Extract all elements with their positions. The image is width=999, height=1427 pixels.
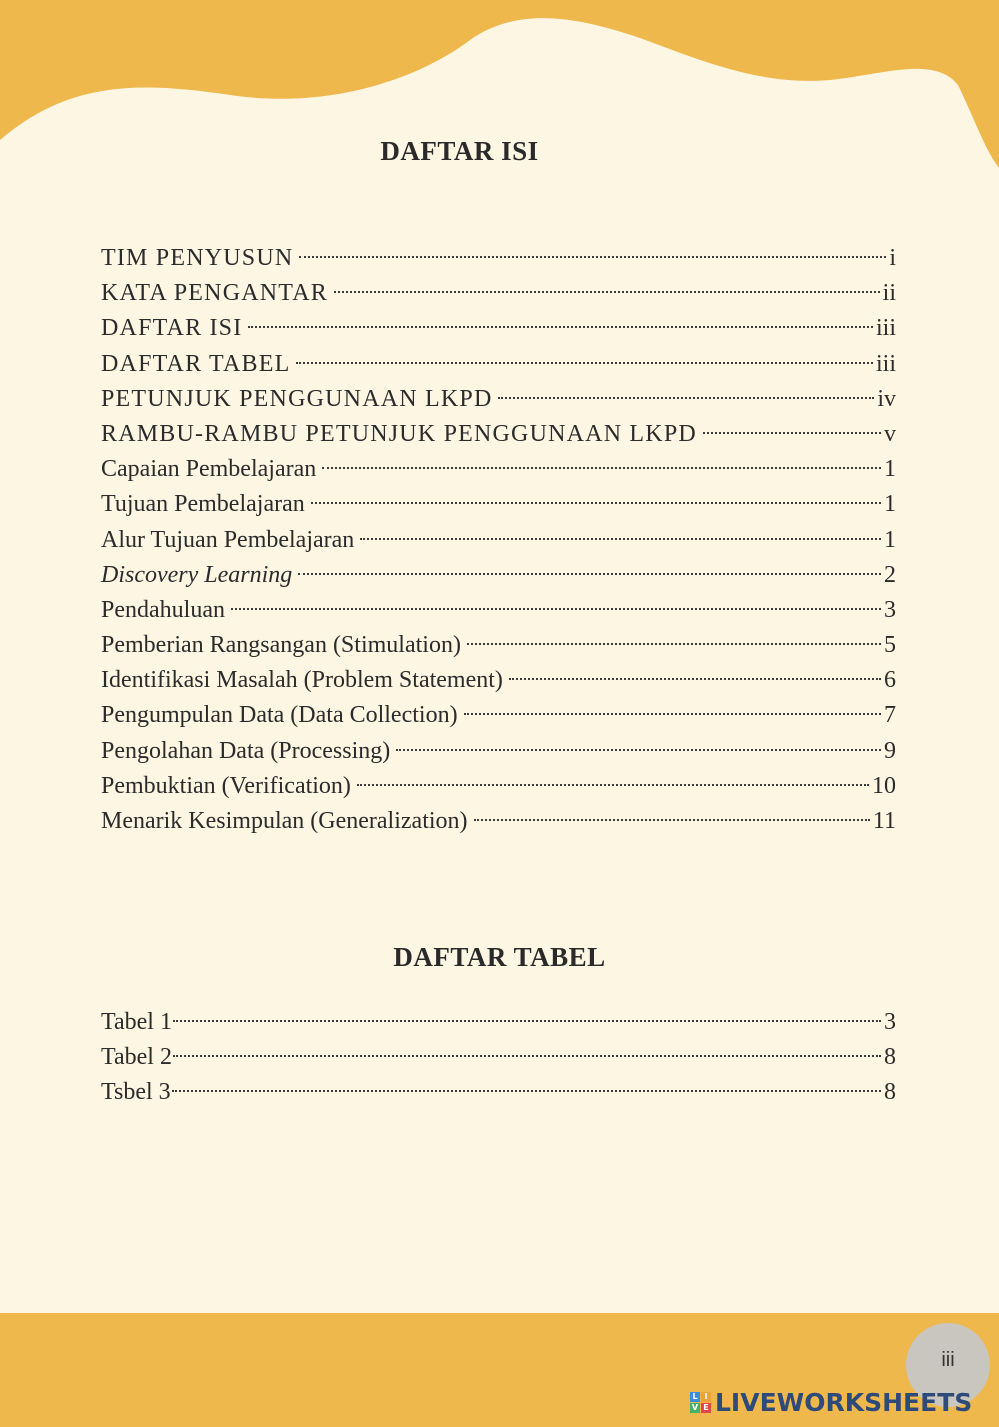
table-item-label: Tabel 1 [101, 1009, 172, 1035]
dot-leader [299, 256, 886, 258]
toc-item[interactable] [101, 593, 896, 628]
toc-item[interactable] [101, 241, 896, 276]
toc-item-page: 10 [872, 772, 896, 799]
dot-leader [248, 326, 873, 328]
dot-leader [464, 713, 881, 715]
toc-item-label: RAMBU-RAMBU PETUNJUK PENGGUNAAN LKPD [101, 420, 697, 447]
toc-item-label: PETUNJUK PENGGUNAAN LKPD [101, 385, 493, 412]
toc-item-page: 9 [884, 737, 896, 764]
logo-letter: L [690, 1392, 700, 1402]
toc-item-label: Pembuktian (Verification) [101, 772, 351, 799]
toc-item[interactable] [101, 382, 896, 417]
watermark-text: LIVEWORKSHEETS [715, 1387, 973, 1417]
toc-item-label: Identifikasi Masalah (Problem Statement) [101, 667, 503, 694]
toc-item-page: 11 [872, 808, 896, 834]
toc-item[interactable] [101, 523, 896, 558]
dot-leader [357, 784, 869, 786]
toc-item-page: iii [875, 315, 896, 342]
tables-list [101, 1005, 896, 1111]
toc-item-page: ii [882, 280, 896, 307]
toc-item[interactable] [101, 663, 896, 698]
page-number: iii [941, 1349, 955, 1371]
dot-leader [296, 362, 873, 364]
toc-item[interactable] [101, 347, 896, 382]
logo-letter: V [691, 1402, 699, 1412]
dot-leader [509, 678, 881, 680]
logo-letter: E [701, 1403, 711, 1413]
table-item-page: 3 [884, 1009, 896, 1035]
toc-item-page: 1 [884, 526, 896, 553]
dot-leader [498, 397, 874, 399]
table-list-item[interactable] [101, 1005, 896, 1040]
dot-leader [474, 819, 870, 821]
table-item-page: 8 [884, 1044, 896, 1071]
toc-item-page: 1 [884, 456, 896, 483]
dot-leader [467, 643, 881, 645]
toc-item-label: Pengumpulan Data (Data Collection) [101, 702, 458, 729]
toc-item[interactable] [101, 417, 896, 452]
dot-leader [231, 608, 881, 610]
dot-leader [334, 291, 880, 293]
toc-item-label: DAFTAR TABEL [101, 350, 291, 377]
toc-item-label: Menarik Kesimpulan (Generalization) [101, 808, 468, 834]
toc-item[interactable] [101, 698, 896, 733]
table-item-page: 8 [884, 1079, 896, 1106]
toc-item[interactable] [101, 487, 896, 522]
toc-item[interactable] [101, 558, 896, 593]
toc-item-label: Pemberian Rangsangan (Stimulation) [101, 632, 461, 659]
toc-item-label: Pendahuluan [101, 596, 225, 623]
dot-leader [311, 502, 881, 504]
toc-item-page: 2 [884, 561, 896, 588]
toc-item-label: Tujuan Pembelajaran [101, 491, 305, 518]
dot-leader [172, 1090, 881, 1092]
tables-heading: DAFTAR TABEL [393, 942, 606, 972]
table-list-item[interactable] [101, 1075, 896, 1110]
toc-list [101, 241, 896, 839]
toc-item-page: iii [875, 350, 896, 377]
toc-item-label: Pengolahan Data (Processing) [101, 737, 391, 764]
table-item-label: Tsbel 3 [101, 1079, 171, 1106]
dot-leader [703, 432, 881, 434]
toc-heading: DAFTAR ISI [380, 136, 539, 166]
toc-item[interactable] [101, 628, 896, 663]
toc-item-label: KATA PENGANTAR [101, 280, 328, 307]
dot-leader [298, 573, 881, 575]
toc-item[interactable] [101, 452, 896, 487]
toc-item-page: v [884, 420, 896, 447]
toc-item-label: DAFTAR ISI [101, 315, 243, 342]
toc-item[interactable] [101, 804, 896, 839]
dot-leader [322, 467, 881, 469]
liveworksheets-watermark [690, 1384, 972, 1420]
toc-item-page: 1 [884, 491, 896, 518]
toc-item-page: 7 [884, 702, 896, 729]
table-list-item[interactable] [101, 1040, 896, 1075]
toc-item[interactable] [101, 734, 896, 769]
toc-item-label: Alur Tujuan Pembelajaran [101, 526, 355, 553]
dot-leader [396, 749, 881, 751]
dot-leader [173, 1055, 881, 1057]
toc-item-label: TIM PENYUSUN [101, 245, 294, 271]
toc-item-page: 5 [884, 632, 896, 659]
liveworksheets-logo-icon [690, 1392, 711, 1413]
toc-item-page: 6 [884, 667, 896, 694]
toc-item[interactable] [101, 276, 896, 311]
logo-letter: I [701, 1392, 711, 1402]
toc-item-page: iv [877, 385, 896, 412]
toc-item[interactable] [101, 769, 896, 804]
toc-item[interactable] [101, 311, 896, 346]
toc-item-label: Discovery Learning [101, 561, 293, 588]
dot-leader [360, 538, 881, 540]
toc-item-label: Capaian Pembelajaran [101, 456, 317, 483]
toc-item-page: i [889, 245, 896, 271]
dot-leader [173, 1020, 881, 1022]
toc-item-page: 3 [884, 596, 896, 623]
table-item-label: Tabel 2 [101, 1044, 172, 1071]
